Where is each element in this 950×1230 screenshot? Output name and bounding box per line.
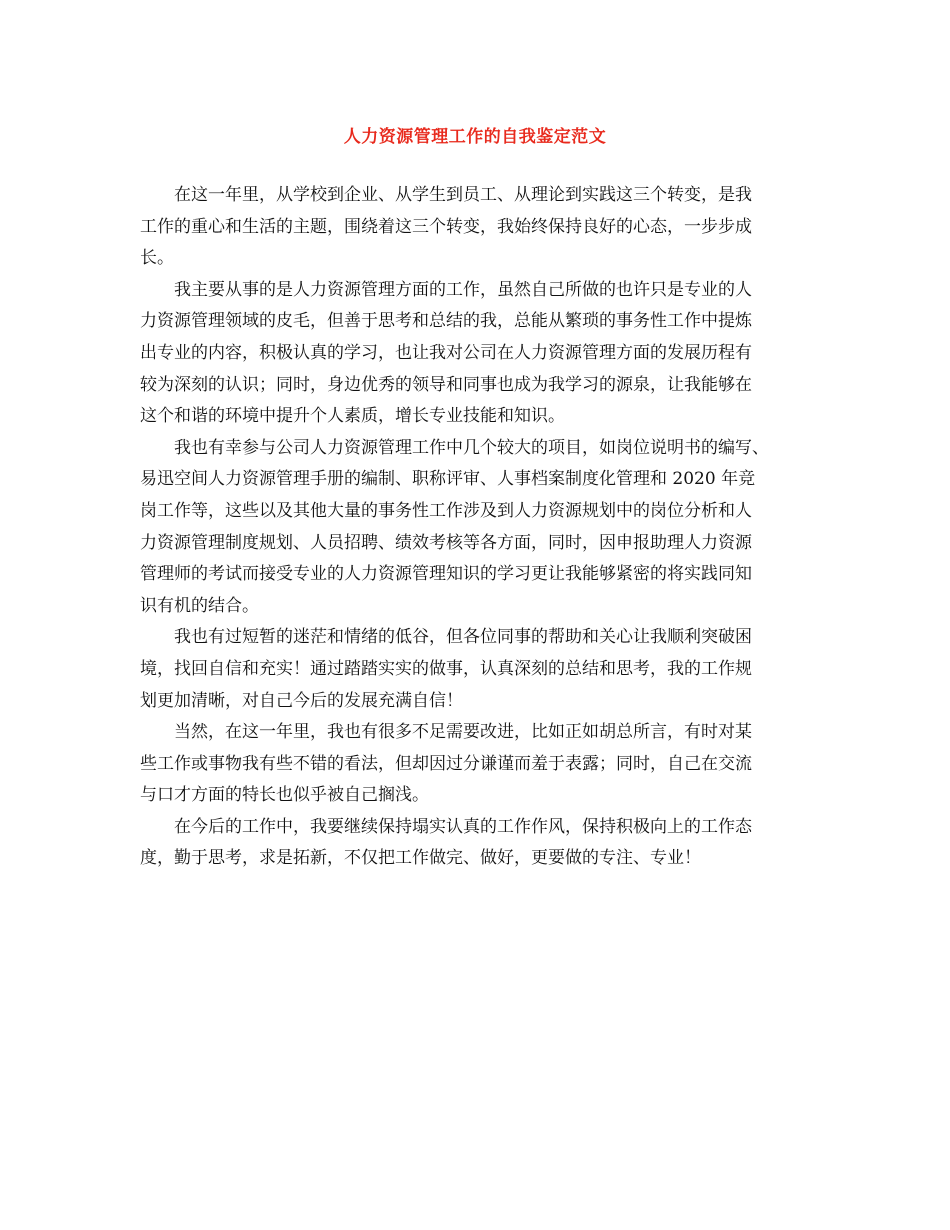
paragraph-5: 当然，在这一年里，我也有很多不足需要改进，比如正如胡总所言，有时对某 些工作或事物我有些不错的看法，但却因过分谦谨而羞于表露；同时，自己在交流 与口才方面的特长也似乎被自己搁浅。 (140, 722, 752, 806)
paragraph-3: 我也有幸参与公司人力资源管理工作中几个较大的项目，如岗位说明书的编写、 易迅空间人力资源管理手册的编制、职称评审、人事档案制度化管理和 2020 年竞 岗工作等，这些以及其他大量的事务性工作涉及到人力资源规划中的岗位分析和人 力资源管理制度规划、人员招聘、绩效考核等各方面，同时，因申报助理人力资源 管理师的考试而接受专业的人力资源管理知识的学习更让我能够紧密的将实践同知 识有机的结合。 (140, 437, 769, 616)
paragraph-1: 在这一年里，从学校到企业、从学生到员工、从理论到实践这三个转变，是我 工作的重心和生活的主题，围绕着这三个转变，我始终保持良好的心态，一步步成 长。 (140, 185, 752, 269)
paragraph-2: 我主要从事的是人力资源管理方面的工作，虽然自己所做的也许只是专业的人 力资源管理领域的皮毛，但善于思考和总结的我，总能从繁琐的事务性工作中提炼 出专业的内容，积极认真的学习，也让我对公司在人力资源管理方面的发展历程有 较为深刻的认识；同时，身边优秀的领导和同事也成为我学习的源泉，让我能够在 这个和谐的环境中提升个人素质，增长专业技能和知识。 (140, 279, 752, 427)
document-title: 人力资源管理工作的自我鉴定范文 (343, 127, 607, 147)
document-body (140, 180, 812, 875)
paragraph-6: 在今后的工作中，我要继续保持塌实认真的工作作风，保持积极向上的工作态 度，勤于思考，求是拓新，不仅把工作做完、做好，更要做的专注、专业！ (140, 816, 752, 869)
paragraph-4: 我也有过短暂的迷茫和情绪的低谷，但各位同事的帮助和关心让我顺利突破困 境，找回自信和充实！通过踏踏实实的做事，认真深刻的总结和思考，我的工作规 划更加清晰，对自己今后的发展充满自信！ (140, 627, 752, 711)
